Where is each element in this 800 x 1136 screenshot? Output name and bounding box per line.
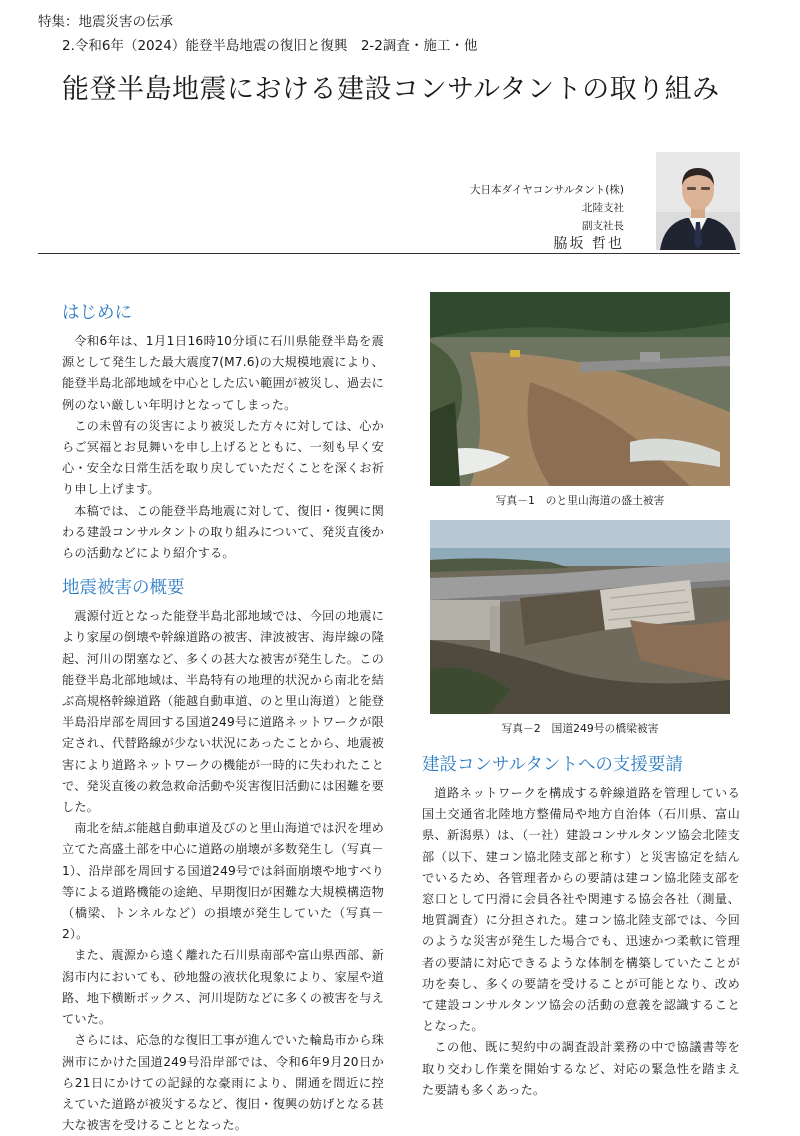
body-paragraph: また、震源から遠く離れた石川県南部や富山県西部、新潟市内においても、砂地盤の液状化現象により、家屋や道路、地下横断ボックス、河川堤防などに多くの被害を与えていた。 xyxy=(62,948,384,1027)
series-label: 特集：地震災害の伝承 xyxy=(38,14,173,30)
author-name: 脇坂 哲也 xyxy=(553,236,624,252)
photo-bridge-damage xyxy=(430,520,730,714)
subseries-label: 2.令和6年（2024）能登半島地震の復旧と復興 2-2調査・施工・他 xyxy=(62,38,478,54)
right-column xyxy=(422,752,740,1101)
section-heading-support-request: 建設コンサルタントへの支援要請 xyxy=(422,755,683,775)
photo-caption: 写真－1 のと里山海道の盛土被害 xyxy=(495,494,665,507)
body-paragraph: さらには、応急的な復旧工事が進んでいた輪島市から珠洲市にかけた国道249号沿岸部では、令和6年9月20日から21日にかけての記録的な豪雨により、開通を間近に控えていた道路が被災するなど、復旧・復興の妨げとなる甚大な被害を受けることとなった。 xyxy=(62,1033,384,1133)
photo-embankment-damage xyxy=(430,292,730,486)
body-paragraph: 道路ネットワークを構成する幹線道路を管理している国土交通省北陸地方整備局や地方自治体（石川県、富山県、新潟県）は、（一社）建設コンサルタンツ協会北陸支部（以下、建コン協北陸支部と称す）と災害協定を結んでいるため、各管理者からの要請は建コン協北陸支部を窓口として円滑に会員各社や関連する協会各社（測量、地質調査）に分担された。建コン協北陸支部では、今回のような災害が発生した場合でも、迅速かつ柔軟に管理者の要請に対応できるような体制を構築していたことが功を奏し、多くの要請を受けることが可能となり、改めて建設コンサルタンツ協会の活動の意義を認識することとなった。 xyxy=(422,786,740,1034)
left-column xyxy=(62,300,384,1136)
author-portrait xyxy=(656,152,740,250)
author-company: 大日本ダイヤコンサルタント(株) xyxy=(469,184,624,196)
header-divider xyxy=(38,253,740,254)
photo-caption: 写真－2 国道249号の橋梁被害 xyxy=(501,722,659,735)
body-paragraph: 令和6年は、1月1日16時10分頃に石川県能登半島を震源として発生した最大震度7(M7.6)の大規模地震により、能登半島北部地域を中心とした広い範囲が被災し、過去に例のない厳しい年明けとなってしまった。 xyxy=(62,334,384,412)
body-paragraph: この他、既に契約中の調査設計業務の中で協議書等を取り交わし作業を開始するなど、対応の緊急性を踏まえた要請も多くあった。 xyxy=(422,1040,740,1097)
author-block xyxy=(470,181,624,253)
body-paragraph: 本稿では、この能登半島地震に対して、復旧・復興に関わる建設コンサルタントの取り組みについて、発災直後からの活動などにより紹介する。 xyxy=(62,503,384,561)
body-paragraph: 震源付近となった能登半島北部地域では、今回の地震により家屋の倒壊や幹線道路の被害、津波被害、海岸線の隆起、河川の閉塞など、多くの甚大な被害が発生した。この能登半島北部地域は、半島特有の地理的状況から南北を結ぶ高規格幹線道路（能越自動車道、のと里山海道）と能登半島沿岸部を周回する国道249号に道路ネットワークが限定され、代替路線が少ない状況にあったことから、地震被害により道路ネットワークの機能が一時的に失われたことで、発災直後の救急救命活動や災害復旧活動には困難を要した。 xyxy=(62,609,384,815)
body-paragraph: この未曾有の災害により被災した方々に対しては、心からご冥福とお見舞いを申し上げるとともに、一刻も早く安心・安全な日常生活を取り戻していただくことを深くお祈り申し上げます。 xyxy=(62,418,384,497)
section-heading-overview: 地震被害の概要 xyxy=(62,578,185,599)
section-heading-intro: はじめに xyxy=(62,303,132,323)
article-title: 能登半島地震における建設コンサルタントの取り組み xyxy=(62,74,720,105)
author-branch: 北陸支社 xyxy=(582,202,624,214)
author-position: 副支社長 xyxy=(582,220,624,232)
body-paragraph: 南北を結ぶ能越自動車道及びのと里山海道では沢を埋め立てた高盛土部を中心に道路の崩壊が多数発生し（写真－1）、沿岸部を周回する国道249号では斜面崩壊や地すべり等による道路機能の途絶、早期復旧が困難な大規模構造物（橋梁、トンネルなど）の損壊が発生していた（写真－2）。 xyxy=(62,821,384,942)
